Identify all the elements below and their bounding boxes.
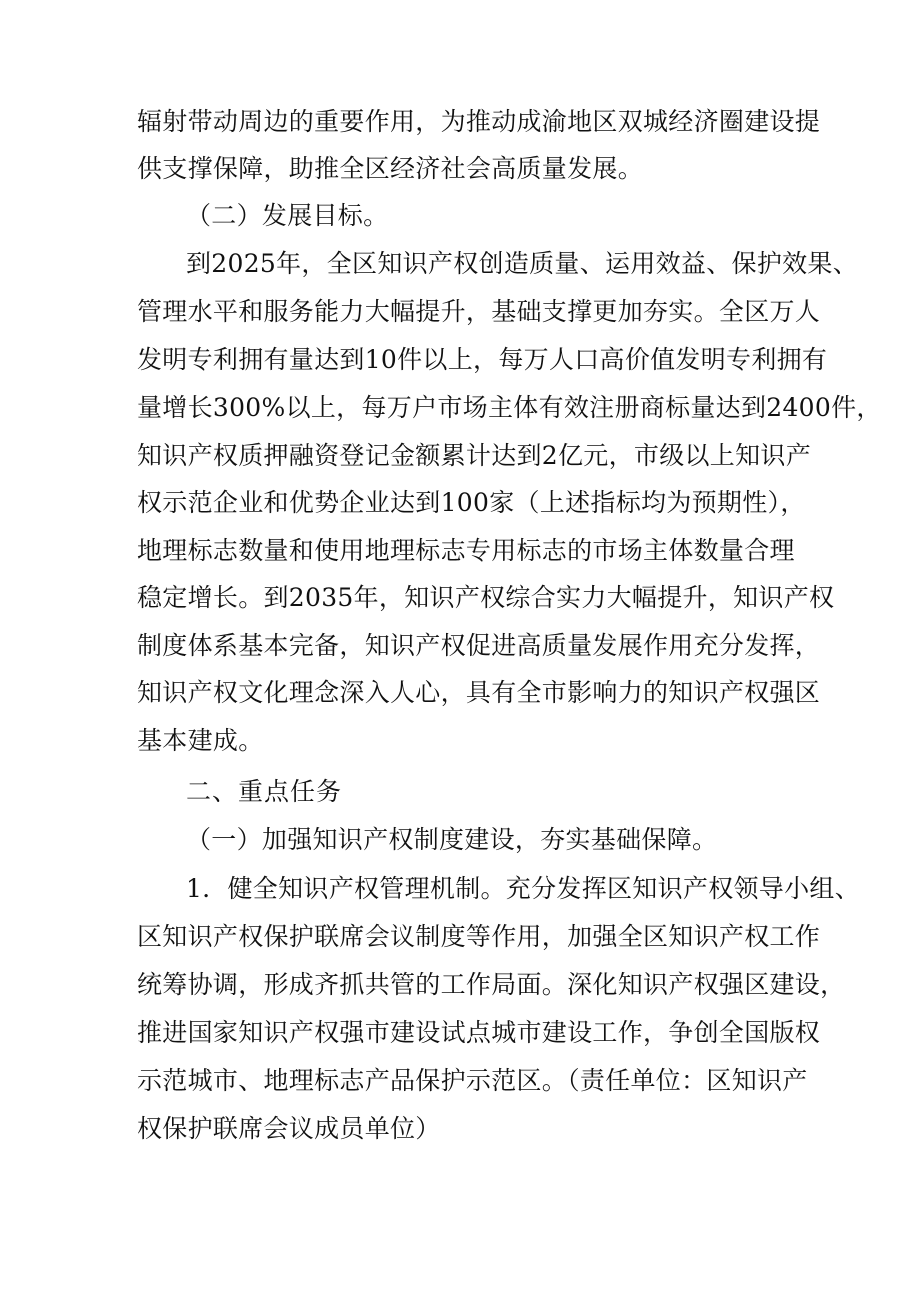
paragraph-line: 知识产权质押融资登记金额累计达到2亿元，市级以上知识产: [137, 441, 812, 470]
paragraph-line: 管理水平和服务能力大幅提升，基础支撑更加夯实。全区万人: [137, 297, 821, 326]
paragraph-line: 制度体系基本完备，知识产权促进高质量发展作用充分发挥，: [137, 631, 821, 660]
paragraph-line: 权示范企业和优势企业达到100家（上述指标均为预期性），: [137, 488, 806, 517]
paragraph-line: 基本建成。: [137, 726, 264, 755]
paragraph-line: 统筹协调，形成齐抓共管的工作局面。深化知识产权强区建设，: [137, 970, 846, 999]
paragraph-line: 1．健全知识产权管理机制。充分发挥区知识产权领导小组、: [186, 874, 861, 903]
paragraph-line: 稳定增长。到2035年，知识产权综合实力大幅提升，知识产权: [137, 583, 835, 612]
paragraph-line: 区知识产权保护联席会议制度等作用，加强全区知识产权工作: [137, 922, 821, 951]
paragraph-line: 推进国家知识产权强市建设试点城市建设工作，争创全国版权: [137, 1018, 821, 1047]
paragraph-line: 发明专利拥有量达到10件以上，每万人口高价值发明专利拥有: [137, 345, 828, 374]
paragraph-line: 知识产权文化理念深入人心，具有全市影响力的知识产权强区: [137, 678, 821, 707]
paragraph-line: 到2025年，全区知识产权创造质量、运用效益、保护效果、: [186, 249, 859, 278]
paragraph-line: 量增长300%以上，每万户市场主体有效注册商标量达到2400件，: [137, 393, 882, 422]
paragraph-line: 权保护联席会议成员单位）: [137, 1114, 441, 1143]
section-subheading: （二）发展目标。: [186, 201, 389, 230]
paragraph-line: 地理标志数量和使用地理标志专用标志的市场主体数量合理: [137, 536, 795, 565]
section-heading: 二、重点任务: [186, 777, 343, 806]
paragraph-line: 辐射带动周边的重要作用，为推动成渝地区双城经济圈建设提: [137, 107, 821, 136]
section-subheading: （一）加强知识产权制度建设，夯实基础保障。: [186, 825, 718, 854]
paragraph-line: 供支撑保障，助推全区经济社会高质量发展。: [137, 154, 644, 183]
paragraph-line: 示范城市、地理标志产品保护示范区。（责任单位：区知识产: [137, 1066, 808, 1095]
